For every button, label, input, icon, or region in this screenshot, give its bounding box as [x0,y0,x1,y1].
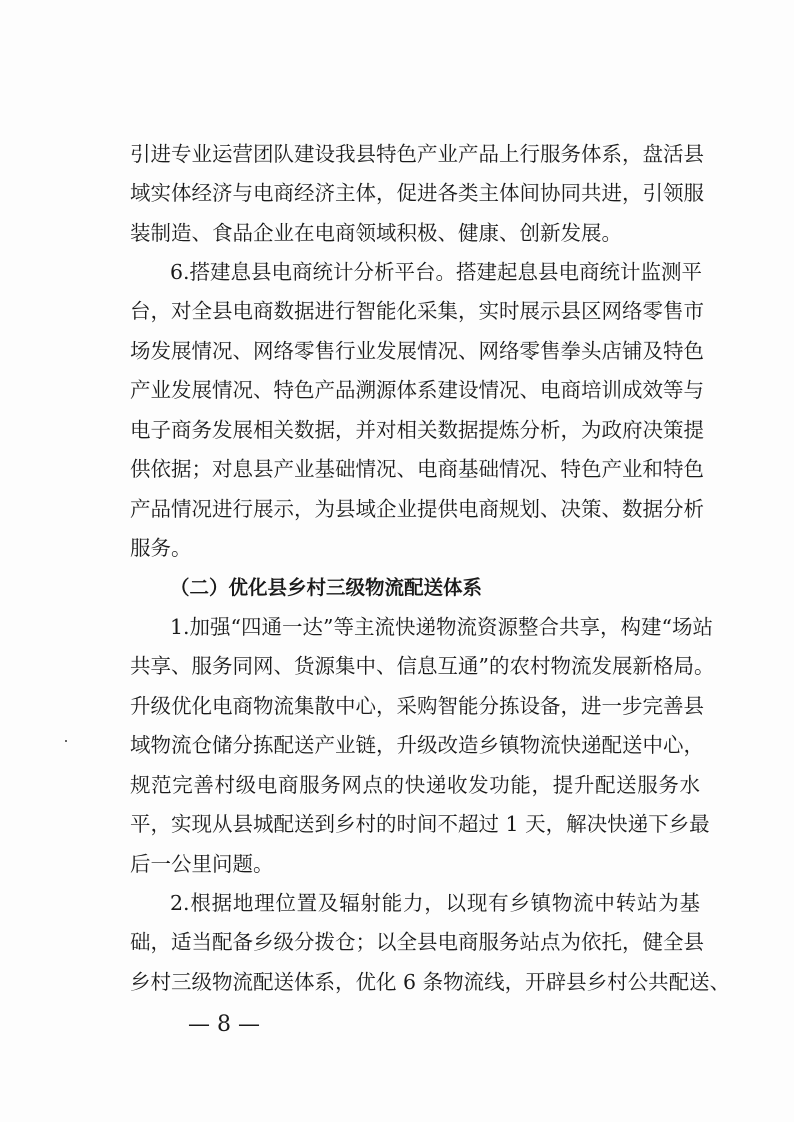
body-text-line: 础，适当配备乡级分拨仓；以全县电商服务站点为依托，健全县 [130,930,704,954]
section-item-2-title: 2.根据地理位置及辐射能力，以现有乡镇物流中转站为基 [170,891,700,915]
body-text-line: 共享、服务同网、货源集中、信息互通”的农村物流发展新格局。 [130,654,715,678]
body-text-line: 电子商务发展相关数据，并对相关数据提炼分析，为政府决策提 [130,418,704,442]
body-text-line: 升级优化电商物流集散中心，采购智能分拣设备，进一步完善县 [130,694,704,718]
body-text-line: 供依据；对息县产业基础情况、电商基础情况、特色产业和特色 [130,457,704,481]
section-heading: （二）优化县乡村三级物流配送体系 [170,576,483,599]
scan-speck [65,740,67,742]
body-text-line: 服务。 [130,536,192,560]
section-item-6-title: 6.搭建息县电商统计分析平台。搭建起息县电商统计监测平 [170,260,703,284]
body-text-line: 规范完善村级电商服务网点的快递收发功能，提升配送服务水 [130,773,700,797]
body-text-line: 产品情况进行展示，为县域企业提供电商规划、决策、数据分析 [130,497,704,521]
body-text-line: 场发展情况、网络零售行业发展情况、网络零售拳头店铺及特色 [130,339,704,363]
body-text-line: 装制造、食品企业在电商领域积极、健康、创新发展。 [130,221,622,245]
body-text-line: 台，对全县电商数据进行智能化采集，实时展示县区网络零售市 [130,299,704,323]
body-text-line: 域实体经济与电商经济主体，促进各类主体间协同共进，引领服 [130,181,704,205]
body-text-line: 后一公里问题。 [130,852,274,876]
body-text-line: 产业发展情况、特色产品溯源体系建设情况、电商培训成效等与 [130,378,704,402]
body-text-line: 平，实现从县城配送到乡村的时间不超过 1 天，解决快递下乡最 [130,812,710,836]
section-item-1-title: 1.加强“四通一达”等主流快递物流资源整合共享，构建“场站 [170,615,713,639]
body-text-line: 域物流仓储分拣配送产业链，升级改造乡镇物流快递配送中心， [130,733,704,757]
body-text-line: 引进专业运营团队建设我县特色产业产品上行服务体系，盘活县 [130,142,704,166]
body-text-line: 乡村三级物流配送体系，优化 6 条物流线，开辟县乡村公共配送、 [130,970,731,994]
page-number: — 8 — [188,1012,260,1037]
